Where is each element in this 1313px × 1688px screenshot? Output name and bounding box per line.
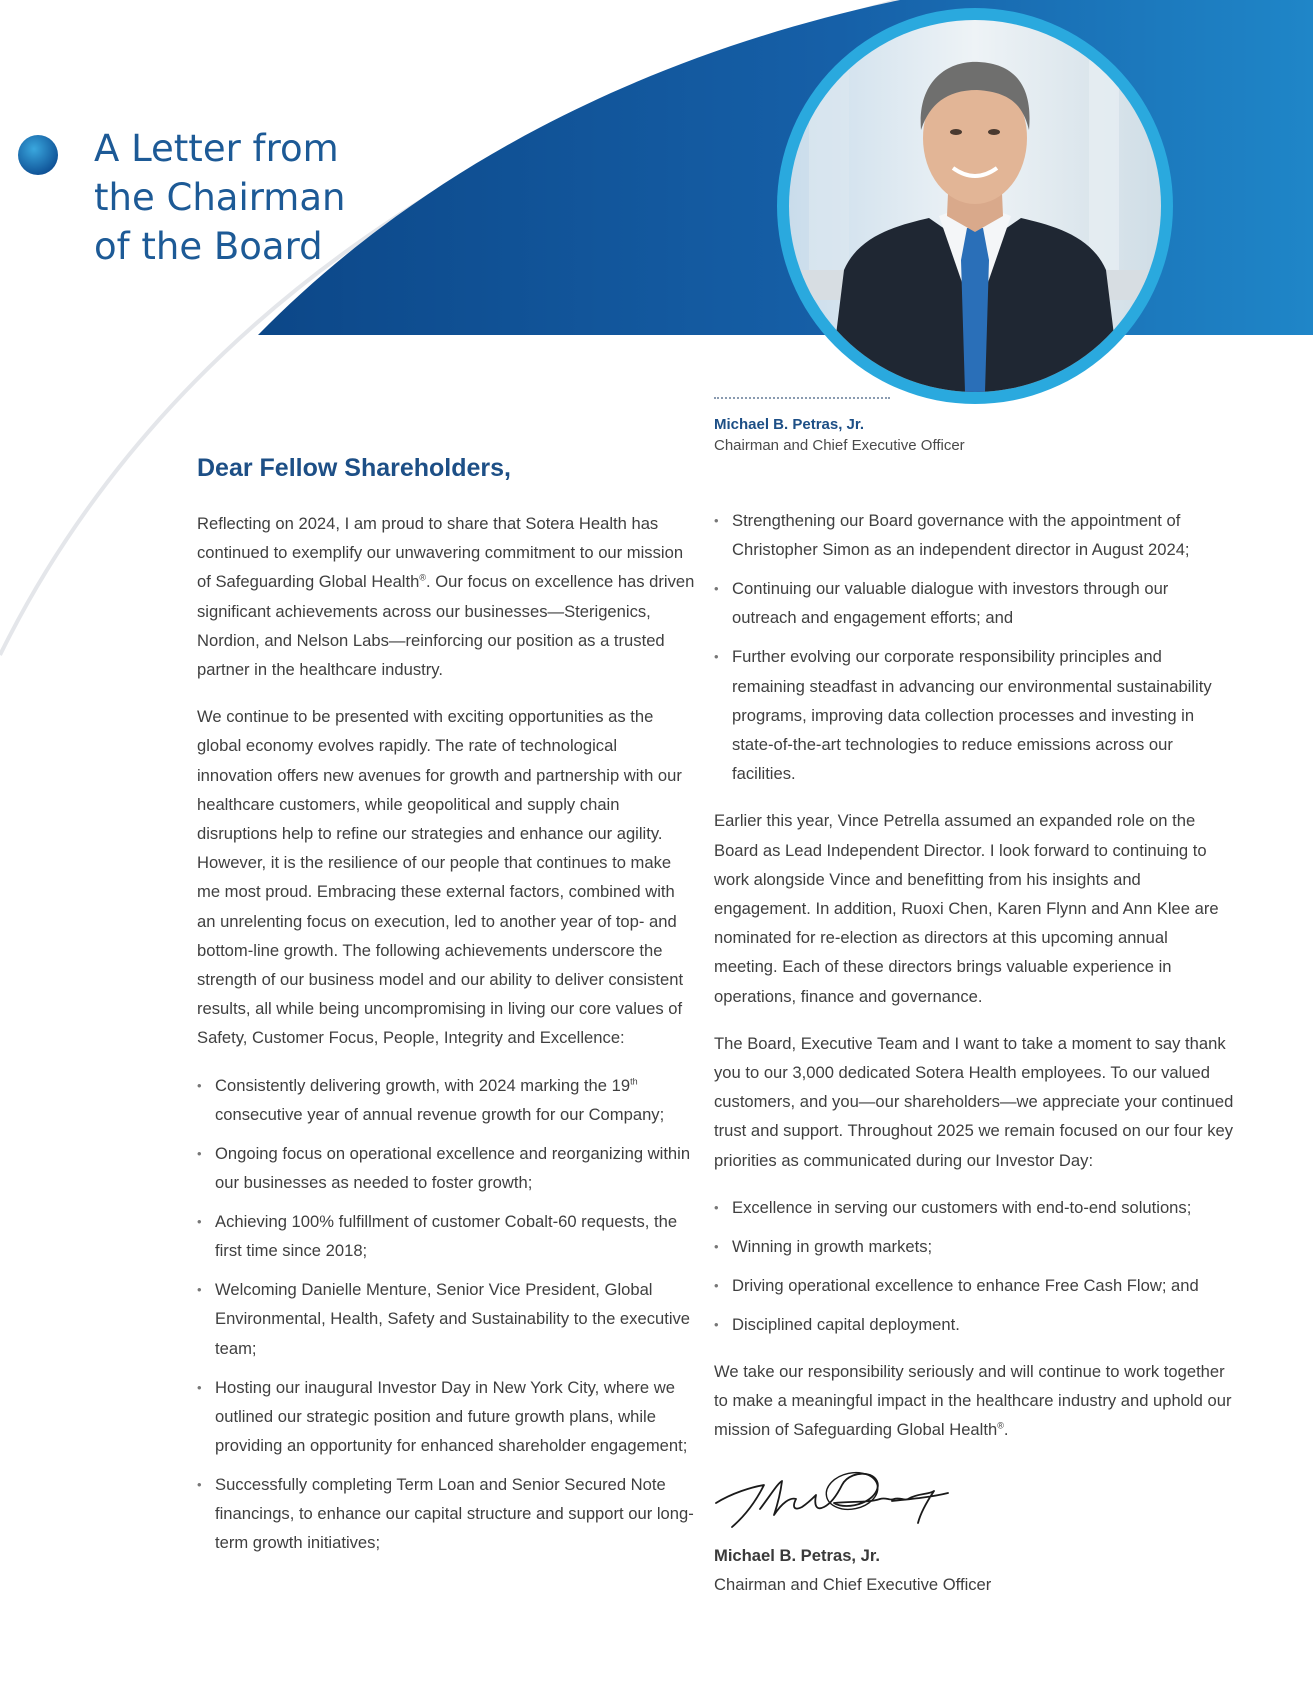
list-item: • Disciplined capital deployment.	[714, 1310, 1234, 1339]
title-dot-icon	[18, 135, 58, 175]
dotted-rule	[714, 397, 890, 399]
achievements-list-continued	[714, 506, 1234, 788]
achievements-list	[197, 1071, 697, 1558]
list-item: • Further evolving our corporate responsibility principles and remaining steadfast in advancing our environmental sustainability programs, improving data collection processes and investing in state-of-the-art technologies to reduce emissions across our facilities.	[714, 642, 1234, 788]
list-item: • Consistently delivering growth, with 2024 marking the 19th consecutive year of annual revenue growth for our Company;	[197, 1071, 697, 1129]
signoff-title: Chairman and Chief Executive Officer	[714, 1574, 992, 1594]
title-line: A Letter from	[94, 127, 339, 170]
salutation: Dear Fellow Shareholders,	[197, 454, 511, 482]
paragraph: Reflecting on 2024, I am proud to share that Sotera Health has continued to exemplify our unwavering commitment to our mission of Safeguarding Global Health®. Our focus on excellence has driven significant achievements across our businesses—Sterigenics, Nordion, and Nelson Labs—reinforcing our position as a trusted partner in the healthcare industry.	[197, 514, 695, 680]
title-line: of the Board	[94, 225, 323, 268]
caption-title: Chairman and Chief Executive Officer	[714, 437, 965, 454]
list-item: • Achieving 100% fulfillment of customer Cobalt-60 requests, the first time since 2018;	[197, 1207, 697, 1265]
paragraph: Earlier this year, Vince Petrella assumed an expanded role on the Board as Lead Independent Director. I look forward to continuing to work alongside Vince and benefitting from his insights and engagement. In addition, Ruoxi Chen, Karen Flynn and Ann Klee are nominated for re-election as directors at this upcoming annual meeting. Each of these directors brings valuable experience in operations, finance and governance.	[714, 811, 1219, 1006]
signoff-name: Michael B. Petras, Jr.	[714, 1545, 881, 1565]
list-item: • Ongoing focus on operational excellence and reorganizing within our businesses as needed to foster growth;	[197, 1139, 697, 1197]
letter-right-column	[714, 506, 1234, 1599]
paragraph: The Board, Executive Team and I want to take a moment to say thank you to our 3,000 dedicated Sotera Health employees. To our valued customers, and you—our shareholders—we appreciate your continued trust and support. Throughout 2025 we remain focused on our four key priorities as communicated during our Investor Day:	[714, 1033, 1234, 1170]
list-item: • Successfully completing Term Loan and Senior Secured Note financings, to enhance our capital structure and support our long-term growth initiatives;	[197, 1470, 697, 1558]
priorities-list	[714, 1193, 1234, 1339]
title-line: the Chairman	[94, 176, 346, 219]
letter-left-column	[197, 509, 697, 1576]
list-item: • Driving operational excellence to enhance Free Cash Flow; and	[714, 1271, 1234, 1300]
list-item: • Hosting our inaugural Investor Day in New York City, where we outlined our strategic position and future growth plans, while providing an opportunity for enhanced shareholder engagement;	[197, 1373, 697, 1461]
portrait-photo	[789, 20, 1161, 392]
caption-name: Michael B. Petras, Jr.	[714, 416, 865, 433]
list-item: • Winning in growth markets;	[714, 1232, 1234, 1261]
list-item: • Welcoming Danielle Menture, Senior Vice President, Global Environmental, Health, Safety and Sustainability to the executive team;	[197, 1275, 697, 1363]
list-item: • Excellence in serving our customers with end-to-end solutions;	[714, 1193, 1234, 1222]
list-item: • Continuing our valuable dialogue with investors through our outreach and engagement efforts; and	[714, 574, 1234, 632]
paragraph: We take our responsibility seriously and will continue to work together to make a meaningful impact in the healthcare industry and uphold our mission of Safeguarding Global Health®.	[714, 1362, 1232, 1440]
list-item: • Strengthening our Board governance with the appointment of Christopher Simon as an independent director in August 2024;	[714, 506, 1234, 564]
paragraph: We continue to be presented with exciting opportunities as the global economy evolves rapidly. The rate of technological innovation offers new avenues for growth and partnership with our healthcare customers, while geopolitical and supply chain disruptions help to refine our strategies and enhance our agility. However, it is the resilience of our people that continues to make me most proud. Embracing these external factors, combined with an unrelenting focus on execution, led to another year of top- and bottom-line growth. The following achievements underscore the strength of our business model and our ability to deliver consistent results, all while being uncompromising in living our core values of Safety, Customer Focus, People, Integrity and Excellence:	[197, 707, 684, 1048]
signature-image	[712, 1463, 952, 1533]
page-title	[94, 124, 345, 271]
chairman-portrait	[777, 8, 1173, 404]
photo-caption	[714, 397, 965, 457]
